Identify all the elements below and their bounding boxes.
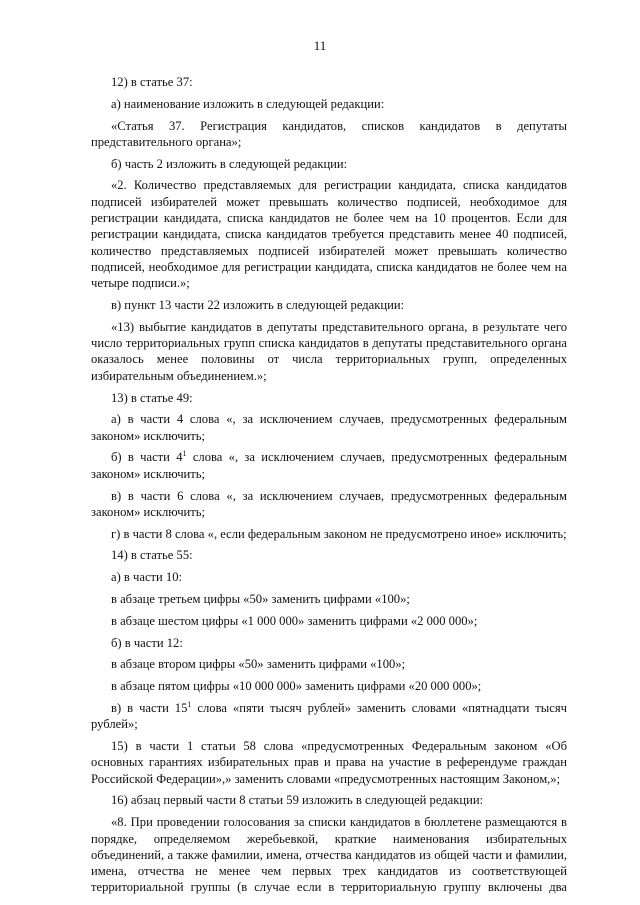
- paragraph: в абзаце пятом цифры «10 000 000» заменить цифрами «20 000 000»;: [111, 679, 482, 694]
- paragraph: в) в части 6 слова «, за исключением случаев, предусмотренных федеральным законом» исключить;: [91, 488, 567, 519]
- paragraph-text: б) в части 4: [111, 450, 183, 465]
- paragraph-text: слова «, за исключением случаев, предусмотренных федеральным законом» исключить;: [91, 450, 568, 481]
- paragraph: а) в части 4 слова «, за исключением случаев, предусмотренных федеральным законом» исключить;: [91, 412, 567, 443]
- paragraph: в абзаце шестом цифры «1 000 000» заменить цифрами «2 000 000»;: [111, 613, 478, 628]
- paragraph: 16) абзац первый части 8 статьи 59 изложить в следующей редакции:: [111, 793, 484, 808]
- paragraph-text: в) в части 15: [111, 701, 188, 715]
- paragraph: в абзаце втором цифры «50» заменить цифрами «100»;: [111, 657, 406, 672]
- paragraph: в) пункт 13 части 22 изложить в следующей редакции:: [111, 298, 405, 313]
- superscript: 1: [182, 449, 187, 459]
- paragraph: 15) в части 1 статьи 58 слова «предусмотренных Федеральным законом «Об основных гарантиях избирательных прав и права на участие в референдуме граждан Российской Федерации»,» заменить словами «предусмотренных настоящим Законом,»;: [91, 739, 567, 786]
- paragraph: «Статья 37. Регистрация кандидатов, списков кандидатов в депутаты представительного органа»;: [91, 118, 567, 149]
- paragraph: 13) в статье 49:: [111, 390, 193, 405]
- paragraph: б) в части 12:: [111, 635, 183, 650]
- paragraph: б) часть 2 изложить в следующей редакции:: [111, 156, 348, 171]
- paragraph: г) в части 8 слова «, если федеральным законом не предусмотрено иное» исключить;: [111, 526, 567, 541]
- paragraph: «13) выбытие кандидатов в депутаты представительного органа, в результате чего число территориальных групп списка кандидатов в депутаты представительного органа оказалось менее половины от числа территориальных групп, определенных избирательным объединением.»;: [91, 319, 567, 383]
- paragraph: а) наименование изложить в следующей редакции:: [111, 96, 385, 111]
- paragraph: «8. При проведении голосования за списки кандидатов в бюллетене размещаются в порядке, определяемом жеребьевкой, краткие наименования избирательных объединений, а также фамилии, имена, отчества кандидатов из общей части и фамилии, имена, отчества не менее чем первых трех кандидатов из соответствующей территориальной группы (в случае если в территориальную группу включены два: [91, 815, 567, 895]
- paragraph: [91, 700, 567, 733]
- document-body: [91, 74, 567, 901]
- paragraph: «2. Количество представляемых для регистрации кандидата, списка кандидатов подписей избирателей может превышать количество подписей, необходимое для регистрации кандидата, списка кандидатов не более чем на 10 процентов. Если для регистрации кандидата, списка кандидатов требуется представить менее 40 подписей, количество представляемых подписей избирателей может превышать количество подписей, необходимое для регистрации кандидата, списка кандидатов не более чем на четыре подписи.»;: [91, 178, 567, 291]
- paragraph: 14) в статье 55:: [111, 548, 193, 563]
- page-number: 11: [313, 38, 327, 53]
- paragraph: а) в части 10:: [111, 570, 183, 585]
- superscript: 1: [187, 700, 192, 709]
- paragraph: 12) в статье 37:: [111, 75, 193, 89]
- paragraph: [91, 449, 567, 482]
- paragraph-text: слова «пяти тысяч рублей» заменить словами «пятнадцати тысяч рублей»;: [91, 701, 567, 732]
- paragraph: в абзаце третьем цифры «50» заменить цифрами «100»;: [111, 592, 410, 607]
